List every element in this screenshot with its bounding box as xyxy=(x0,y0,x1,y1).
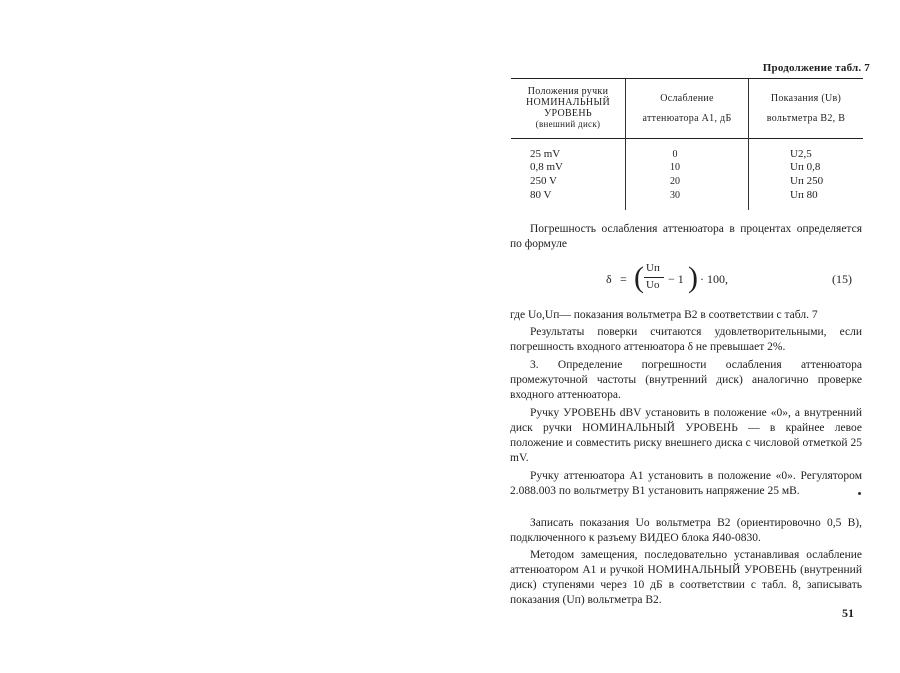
formula-equals: = xyxy=(620,272,627,286)
table-cell-reading: Uп 0,8 xyxy=(790,161,821,173)
paragraph-attenuator-knob: Ручку аттенюатора А1 установить в положение «0». Регулятором 2.088.003 по вольтметру В1 установить напряжение 25 мВ. xyxy=(510,470,862,497)
table-cell-position: 250 V xyxy=(530,175,557,187)
formula-left-paren: ( xyxy=(634,261,644,294)
print-speck xyxy=(858,492,861,495)
formula-fraction-bar xyxy=(644,277,664,278)
paragraph-step-3: 3. Определение погрешности ослабления аттенюатора промежуточной частоты (внутренний диск) аналогично проверке входного аттенюатора. xyxy=(510,359,862,401)
formula-delta: δ xyxy=(606,272,612,286)
table-cell-attenuation: 0 xyxy=(672,149,678,160)
table-cell-reading: Uп 250 xyxy=(790,175,824,187)
table-column-divider xyxy=(748,79,749,210)
formula-denominator: Uо xyxy=(646,279,660,291)
table-cell-reading: Uп 80 xyxy=(790,189,818,201)
table-cell-position: 0,8 mV xyxy=(530,161,563,173)
page-number: 51 xyxy=(842,606,854,620)
paragraph-record: Записать показания Uо вольтметра В2 (ориентировочно 0,5 В), подключенного к разъему ВИДЕО блока Я40-0830. xyxy=(510,517,862,544)
formula-tail: · 100, xyxy=(700,272,728,286)
table-cell-attenuation: 30 xyxy=(670,190,680,201)
formula-minus-one: − 1 xyxy=(668,272,684,286)
formula-numerator: Uп xyxy=(646,262,660,274)
table-header-reading-unit: вольтметра В2, В xyxy=(766,113,846,124)
paragraph-where: где Uо,Uп— показания вольтметра В2 в соответствии с табл. 7 xyxy=(510,309,818,321)
paragraph-substitution: Методом замещения, последовательно устанавливая ослабление аттенюатором А1 и ручкой НОМИНАЛЬНЫЙ УРОВЕНЬ (внутренний диск) ступенями через 10 дБ в соответствии с табл. 8, записывать показания (Uп) вольтметра В2. xyxy=(510,549,862,606)
table-cell-position: 80 V xyxy=(530,189,552,201)
table-cell-attenuation: 10 xyxy=(670,162,680,173)
paragraph-level-knob: Ручку УРОВЕНЬ dBV установить в положение «0», а внутренний диск ручки НОМИНАЛЬНЫЙ УРОВЕНЬ — в крайнее левое положение и совместить риску внешнего диска с числовой отметкой 25 mV. xyxy=(510,407,862,464)
paragraph-results: Результаты поверки считаются удовлетворительными, если погрешность входного аттенюатора δ не превышает 2%. xyxy=(510,326,862,353)
table-header-reading: Показания (Uв) xyxy=(770,93,842,104)
table-header-rule xyxy=(511,138,863,139)
table-cell-reading: U2,5 xyxy=(790,148,812,160)
table-continuation-label: Продолжение табл. 7 xyxy=(762,62,870,74)
formula-right-paren: ) xyxy=(688,261,698,294)
table-header-attenuation-unit: аттенюатора А1, дБ xyxy=(642,113,732,124)
formula-number: (15) xyxy=(832,272,852,286)
formula-15 xyxy=(606,262,756,302)
table-cell-position: 25 mV xyxy=(530,148,561,160)
table-header-attenuation: Ослабление xyxy=(660,93,714,104)
table-header-position: Положения ручки НОМИНАЛЬНЫЙ УРОВЕНЬ (внешний диск) xyxy=(526,86,610,129)
table-top-rule xyxy=(511,78,863,79)
table-cell-attenuation: 20 xyxy=(670,176,680,187)
paragraph-error-intro: Погрешность ослабления аттенюатора в процентах определяется по формуле xyxy=(510,223,862,250)
